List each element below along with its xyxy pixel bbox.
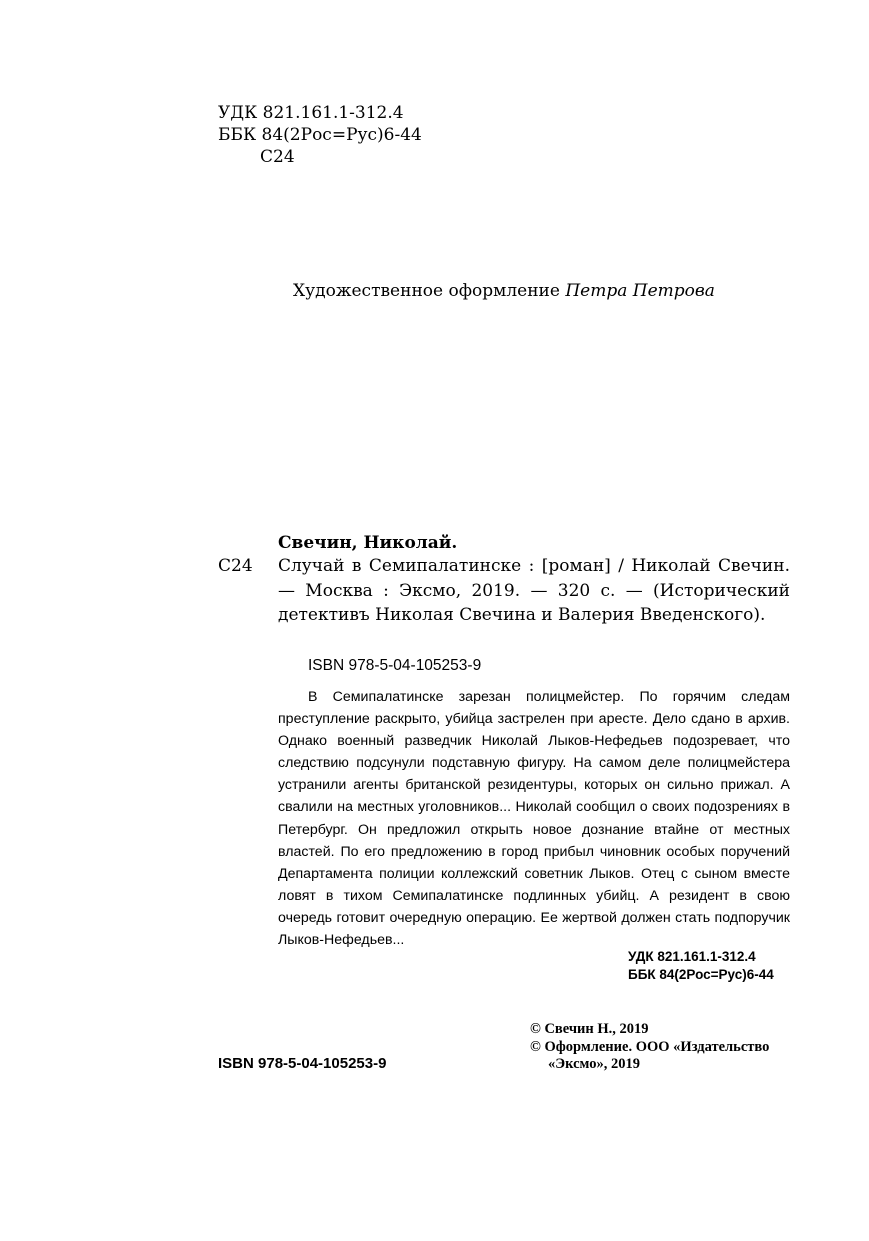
design-credit <box>218 279 790 303</box>
bottom-classification-codes <box>628 948 774 984</box>
copyright-design-line-2: «Эксмо», 2019 <box>548 1056 640 1072</box>
author-sign: С24 <box>260 147 295 167</box>
bibliographic-description: Случай в Семипалатинске : [роман] / Николай Свечин. — Москва : Эксмо, 2019. — 320 с. — (Исторический детективъ Николая Свечина и Валерия Введенского). <box>278 556 790 625</box>
bibliographic-author: Свечин, Николай. <box>278 533 458 553</box>
copyright-design-line-1: © Оформление. ООО «Издательство <box>530 1038 770 1055</box>
copyright-author: © Свечин Н., 2019 <box>530 1021 649 1037</box>
bibliographic-author-sign: С24 <box>218 556 253 576</box>
bibliographic-isbn: ISBN 978-5-04-105253-9 <box>308 657 482 674</box>
annotation <box>278 686 790 951</box>
isbn-footer: ISBN 978-5-04-105253-9 <box>218 1055 387 1072</box>
bbk-code: ББК 84(2Рос=Рус)6-44 <box>218 125 422 145</box>
design-credit-artist: Петра Петрова <box>565 281 715 301</box>
copyright-block <box>530 1021 769 1074</box>
annotation-text: В Семипалатинске зарезан полицмейстер. По горячим следам преступление раскрыто, убийца застрелен при аресте. Дело сдано в архив. Однако военный разведчик Николай Лыков-Нефедьев подозревает, что следствию подсунули подставную фигуру. На самом деле полицмейстера устранили агенты британской резидентуры, которых он сильно прижал. А свалили на местных уголовников... Николай сообщил о своих подозрениях в Петербург. Он предложил открыть новое дознание втайне от местных властей. По его предложению в город прибыл чиновник особых поручений Департамента полиции коллежский советник Лыков. Отец с сыном вместе ловят в тихом Семипалатинске подлинных убийц. А резидент в свою очередь готовит очередную операцию. Ее жертвой должен стать подпоручик Лыков-Нефедьев... <box>278 689 790 949</box>
udk-code: УДК 821.161.1-312.4 <box>218 103 404 123</box>
bottom-udk-code: УДК 821.161.1-312.4 <box>628 949 756 964</box>
bottom-bbk-code: ББК 84(2Рос=Рус)6-44 <box>628 967 774 982</box>
top-classification-codes <box>218 102 422 168</box>
design-credit-prefix: Художественное оформление <box>293 281 566 301</box>
